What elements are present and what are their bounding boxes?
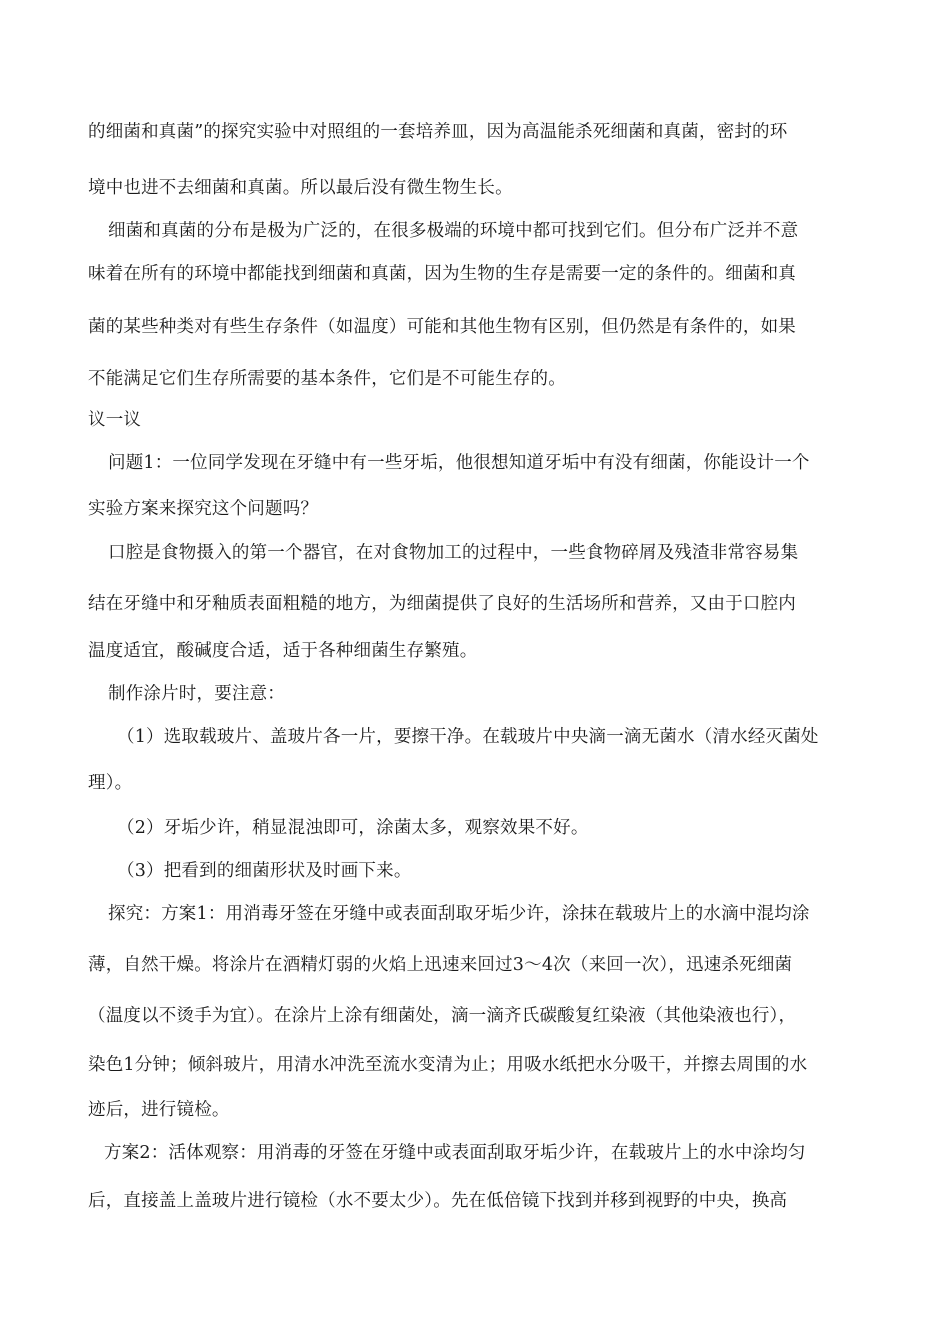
paragraph-line: 方案2：活体观察：用消毒的牙签在牙缝中或表面刮取牙垢少许，在载玻片上的水中涂均匀 bbox=[104, 1143, 806, 1163]
paragraph-line: 的细菌和真菌”的探究实验中对照组的一套培养皿，因为高温能杀死细菌和真菌，密封的环 bbox=[88, 122, 788, 142]
paragraph-line: 制作涂片时，要注意： bbox=[108, 684, 285, 704]
section-heading: 议一议 bbox=[88, 410, 142, 430]
paragraph-line: 细菌和真菌的分布是极为广泛的，在很多极端的环境中都可找到它们。但分布广泛并不意 bbox=[108, 221, 799, 241]
paragraph-line: 境中也进不去细菌和真菌。所以最后没有微生物生长。 bbox=[88, 178, 513, 198]
list-item: （1）选取载玻片、盖玻片各一片，要擦干净。在载玻片中央滴一滴无菌水（清水经灭菌处 bbox=[117, 727, 819, 747]
list-item: （3）把看到的细菌形状及时画下来。 bbox=[117, 861, 412, 881]
list-item: 理）。 bbox=[88, 773, 133, 793]
paragraph-line: 味着在所有的环境中都能找到细菌和真菌，因为生物的生存是需要一定的条件的。细菌和真 bbox=[88, 264, 796, 284]
paragraph-line: 实验方案来探究这个问题吗？ bbox=[88, 499, 319, 519]
paragraph-line: 温度适宜，酸碱度合适，适于各种细菌生存繁殖。 bbox=[88, 641, 478, 661]
paragraph-line: 菌的某些种类对有些生存条件（如温度）可能和其他生物有区别，但仍然是有条件的，如果 bbox=[88, 317, 796, 337]
paragraph-line: 不能满足它们生存所需要的基本条件，它们是不可能生存的。 bbox=[88, 369, 566, 389]
paragraph-line: 薄，自然干燥。将涂片在酒精灯弱的火焰上迅速来回过3～4次（来回一次），迅速杀死细菌 bbox=[88, 955, 793, 975]
paragraph-line: 口腔是食物摄入的第一个器官，在对食物加工的过程中，一些食物碎屑及残渣非常容易集 bbox=[108, 543, 799, 563]
paragraph-line: （温度以不烫手为宜）。在涂片上涂有细菌处，滴一滴齐氏碳酸复红染液（其他染液也行）， bbox=[88, 1006, 797, 1026]
paragraph-line: 后，直接盖上盖玻片进行镜检（水不要太少）。先在低倍镜下找到并移到视野的中央，换高 bbox=[88, 1191, 788, 1211]
paragraph-line: 结在牙缝中和牙釉质表面粗糙的地方，为细菌提供了良好的生活场所和营养，又由于口腔内 bbox=[88, 594, 796, 614]
paragraph-line: 染色1分钟；倾斜玻片，用清水冲洗至流水变清为止；用吸水纸把水分吸干，并擦去周围的水 bbox=[88, 1055, 808, 1075]
paragraph-line: 迹后，进行镜检。 bbox=[88, 1100, 230, 1120]
paragraph-line: 问题1：一位同学发现在牙缝中有一些牙垢，他很想知道牙垢中有没有细菌，你能设计一个 bbox=[108, 453, 810, 473]
list-item: （2）牙垢少许，稍显混浊即可，涂菌太多，观察效果不好。 bbox=[117, 818, 589, 838]
paragraph-line: 探究：方案1：用消毒牙签在牙缝中或表面刮取牙垢少许，涂抹在载玻片上的水滴中混均涂 bbox=[108, 904, 810, 924]
